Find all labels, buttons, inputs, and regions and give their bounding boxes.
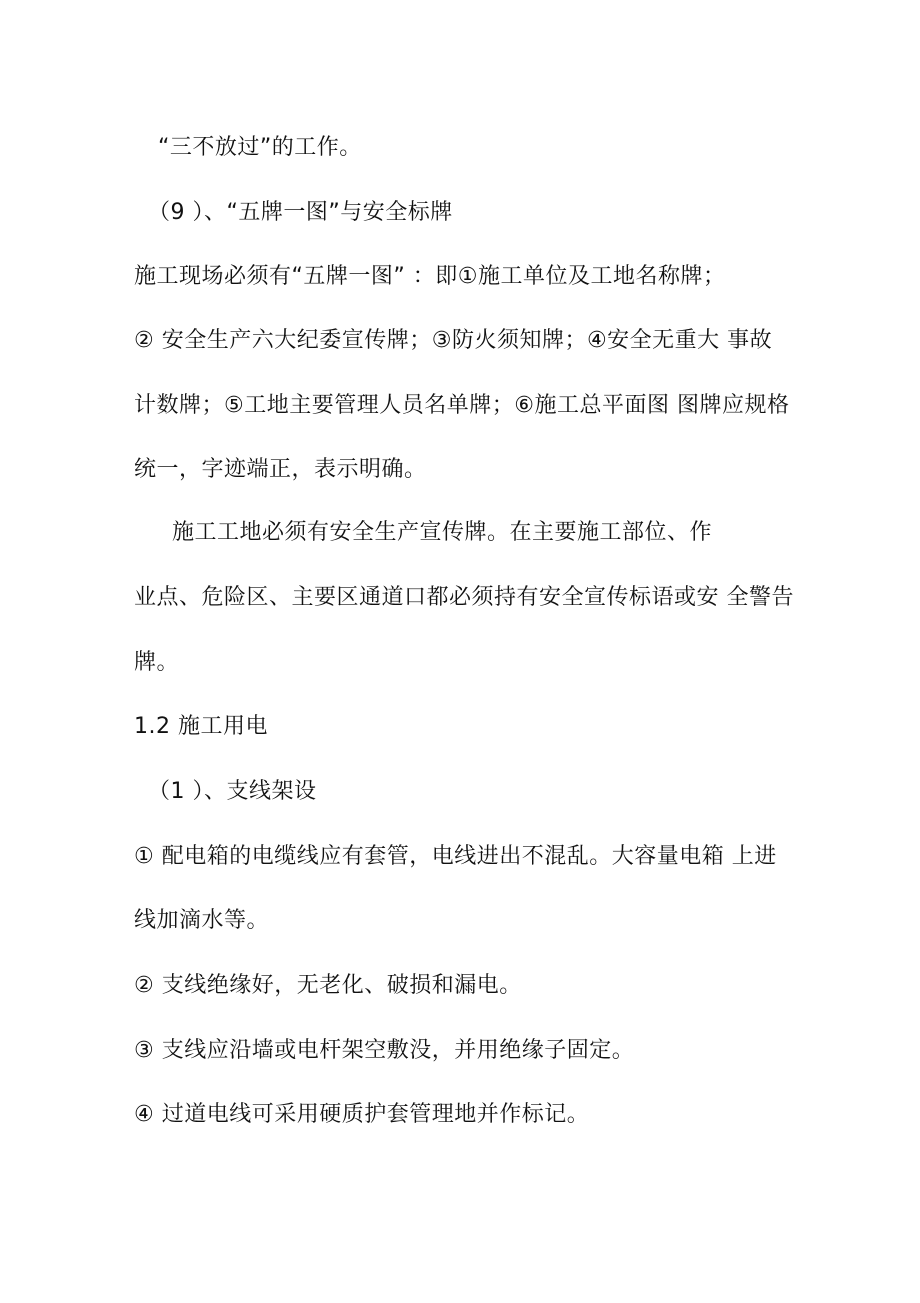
section-heading-1-2: 1.2 施工用电 xyxy=(134,714,268,739)
section-heading-nine: （9 ）、“五牌一图”与安全标牌 xyxy=(148,200,453,225)
list-item-3: ③ 支线应沿墙或电杆架空敷没，并用绝缘子固定。 xyxy=(134,1038,635,1063)
paragraph-line-five-boards: 施工现场必须有“五牌一图” ：即①施工单位及工地名称牌； xyxy=(134,264,726,289)
paragraph-line-signage-3: 牌。 xyxy=(134,650,180,675)
paragraph-line-three-not-let-go: “三不放过”的工作。 xyxy=(158,135,362,160)
paragraph-line-board-list-1: ② 安全生产六大纪委宣传牌；③防火须知牌；④安全无重大 事故 xyxy=(134,328,773,353)
paragraph-line-board-list-3: 统一，字迹端正，表示明确。 xyxy=(134,457,427,482)
list-item-1-line-1: ① 配电箱的电缆线应有套管，电线进出不混乱。大容量电箱 上进 xyxy=(134,844,777,869)
paragraph-line-board-list-2: 计数牌；⑤工地主要管理人员名单牌；⑥施工总平面图 图牌应规格 xyxy=(134,393,790,418)
list-item-4: ④ 过道电线可采用硬质护套管理地并作标记。 xyxy=(134,1102,590,1127)
list-item-1-line-2: 线加滴水等。 xyxy=(134,908,270,933)
paragraph-line-signage-2: 业点、危险区、主要区通道口都必须持有安全宣传标语或安 全警告 xyxy=(134,585,794,610)
list-item-2: ② 支线绝缘好，无老化、破损和漏电。 xyxy=(134,973,522,998)
paragraph-line-signage-1: 施工工地必须有安全生产宣传牌。在主要施工部位、作 xyxy=(172,520,713,545)
subsection-heading-one: （1 ）、支线架设 xyxy=(148,779,317,804)
